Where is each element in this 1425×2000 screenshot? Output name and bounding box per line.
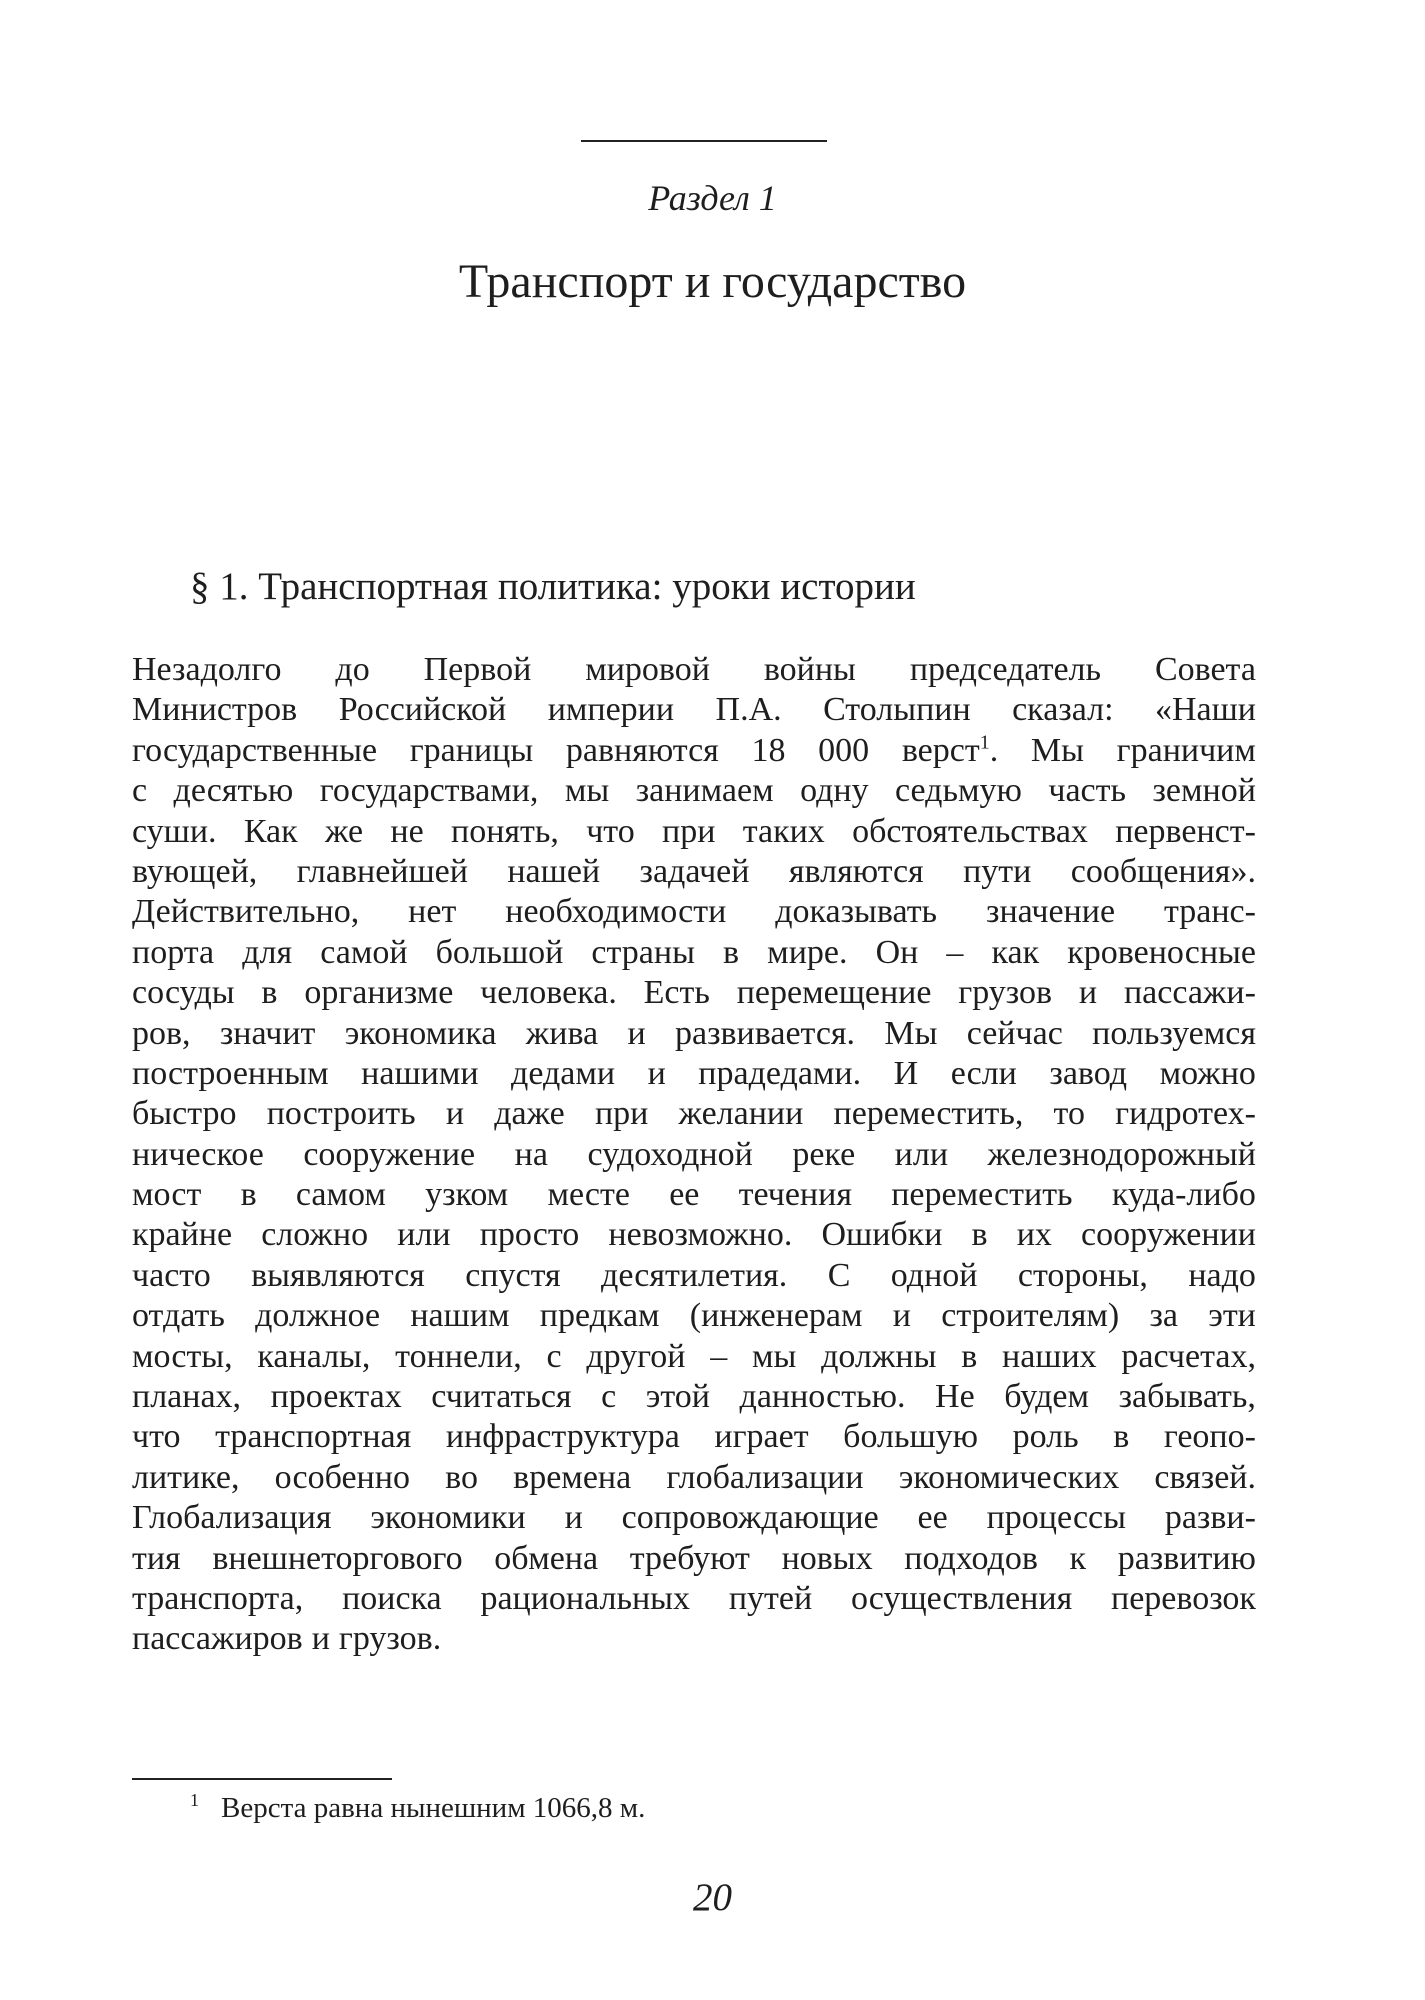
footnote-rule <box>132 1778 392 1780</box>
body-line: планах, проектах считаться с этой данностью. Не будем забывать, <box>132 1378 1256 1416</box>
body-line: мост в самом узком месте ее течения переместить куда-либо <box>132 1176 1256 1214</box>
footnote-text: Верста равна нынешним 1066,8 м. <box>221 1792 646 1824</box>
body-line: быстро построить и даже при желании переместить, то гидротех- <box>132 1095 1256 1133</box>
body-line: крайне сложно или просто невозможно. Ошибки в их сооружении <box>132 1216 1256 1254</box>
footnote <box>190 1788 645 1828</box>
body-line: тия внешнеторгового обмена требуют новых подходов к развитию <box>132 1539 1256 1577</box>
body-line: порта для самой большой страны в мире. Он – как кровеносные <box>132 933 1256 971</box>
body-line: с десятью государствами, мы занимаем одну седьмую часть земной <box>132 772 1256 810</box>
section-label: Раздел 1 <box>648 178 777 218</box>
body-line: что транспортная инфраструктура играет большую роль в геопо- <box>132 1418 1256 1456</box>
body-line: мосты, каналы, тоннели, с другой – мы должны в наших расчетах, <box>132 1337 1256 1375</box>
body-line: отдать должное нашим предкам (инженерам и строителям) за эти <box>132 1297 1256 1335</box>
body-line: государственные границы равняются 18 000 верст$^1$. Мы граничим <box>132 731 1256 769</box>
body-text <box>132 650 1256 1660</box>
body-line: сосуды в организме человека. Есть перемещение грузов и пассажи- <box>132 974 1256 1012</box>
body-line: ническое сооружение на судоходной реке или железнодорожный <box>132 1135 1256 1173</box>
body-line: суши. Как же не понять, что при таких обстоятельствах первенст- <box>132 812 1256 850</box>
footnote-mark: 1 <box>190 1790 199 1811</box>
body-line: ров, значит экономика жива и развивается. Мы сейчас пользуемся <box>132 1014 1256 1052</box>
body-line: транспорта, поиска рациональных путей осуществления перевозок <box>132 1579 1256 1617</box>
paragraph-heading: § 1. Транспортная политика: уроки истории <box>190 565 916 608</box>
body-line: Незадолго до Первой мировой войны председатель Совета <box>132 651 1256 688</box>
body-line: Глобализация экономики и сопровождающие ее процессы разви- <box>132 1499 1256 1537</box>
body-line: построенным нашими дедами и прадедами. И если завод можно <box>132 1054 1256 1092</box>
footnote-ref: 1 <box>979 731 990 754</box>
section-title: Транспорт и государство <box>458 255 967 308</box>
body-line: Действительно, нет необходимости доказывать значение транс- <box>132 893 1256 931</box>
page-number: 20 <box>693 1876 732 1919</box>
body-line: литике, особенно во времена глобализации экономических связей. <box>132 1458 1256 1496</box>
body-line: Министров Российской империи П.А. Столыпин сказал: «Наши <box>132 691 1256 729</box>
body-line: часто выявляются спустя десятилетия. С одной стороны, надо <box>132 1256 1256 1294</box>
body-line: вующей, главнейшей нашей задачей являются пути сообщения». <box>132 852 1256 890</box>
body-line: пассажиров и грузов. <box>132 1620 442 1658</box>
top-rule <box>581 140 827 142</box>
